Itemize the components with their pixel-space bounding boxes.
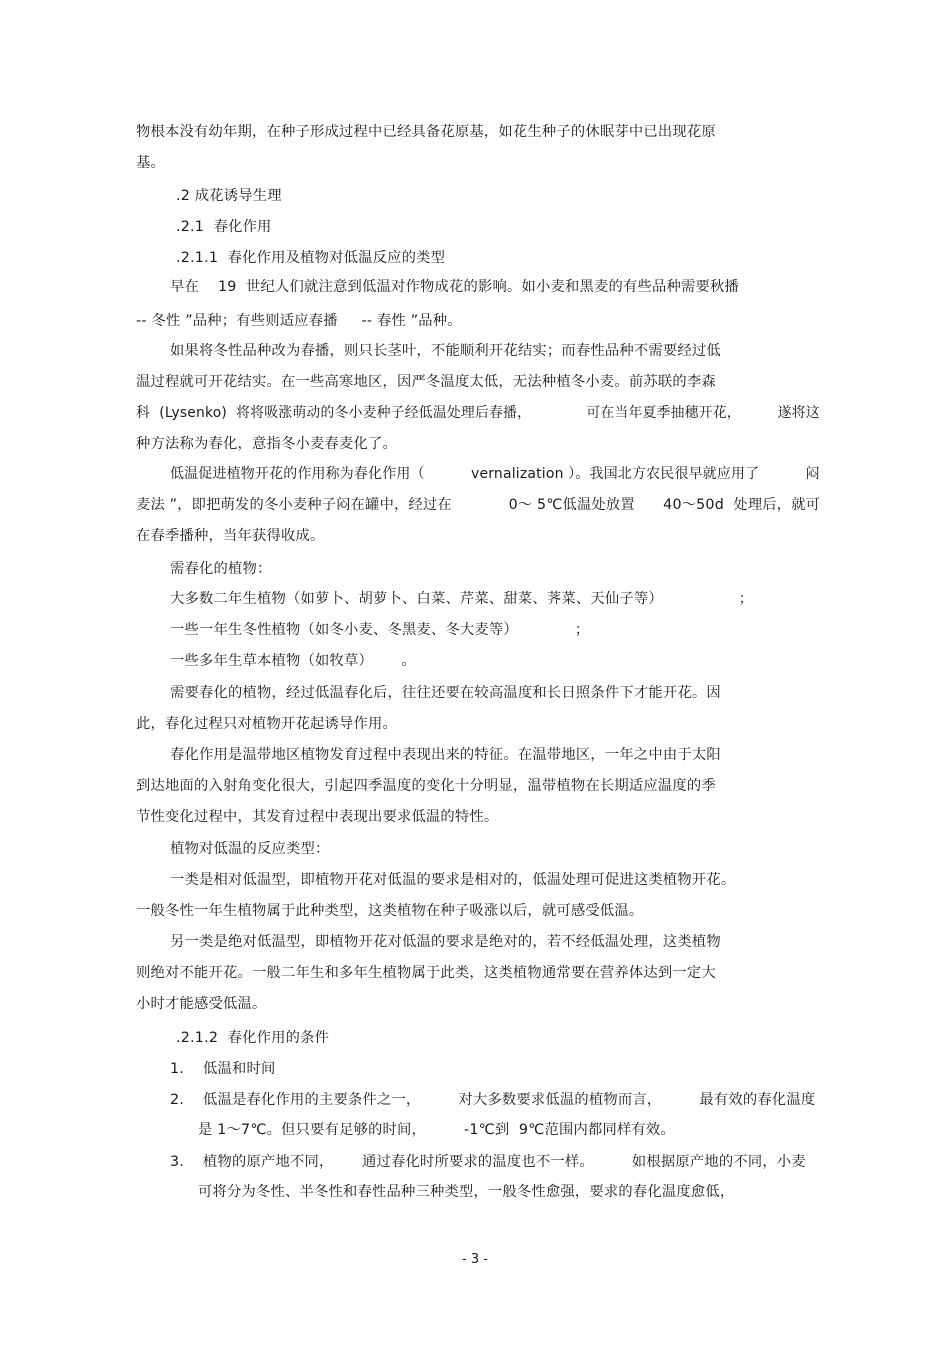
paragraph-line: 到达地面的入射角变化很大，引起四季温度的变化十分明显，温带植物在长期适应温度的季: [136, 778, 716, 794]
section-heading: .2.1.2 春化作用的条件: [176, 1030, 330, 1046]
list-item: 大多数二年生植物（如萝卜、胡萝卜、白菜、芹菜、甜菜、荠菜、天仙子等） ；: [170, 591, 754, 607]
paragraph-line: 植物对低温的反应类型：: [170, 841, 330, 857]
paragraph-line: 另一类是绝对低温型，即植物开花对低温的要求是绝对的，若不经低温处理，这类植物: [170, 934, 721, 950]
list-item-continuation: 可将分为冬性、半冬性和春性品种三种类型，一般冬性愈强，要求的春化温度愈低，: [198, 1184, 735, 1200]
paragraph-line: -- 冬性 ”品种；有些则适应春播 -- 春性 ”品种。: [136, 313, 462, 329]
paragraph-line: 需要春化的植物，经过低温春化后，往往还要在较高温度和长日照条件下才能开花。因: [170, 685, 721, 701]
list-item: 1. 低温和时间: [170, 1061, 276, 1077]
paragraph-line: 则绝对不能开花。一般二年生和多年生植物属于此类，这类植物通常要在营养体达到一定大: [136, 965, 716, 981]
section-heading: .2.1.1 春化作用及植物对低温反应的类型: [176, 250, 446, 266]
paragraph-line: 一类是相对低温型，即植物开花对低温的要求是相对的，低温处理可促进这类植物开花。: [170, 872, 736, 888]
paragraph-line: 小时才能感受低温。: [136, 996, 267, 1012]
paragraph-line: 麦法 ”，即把萌发的冬小麦种子闷在罐中，经过在 0～ 5℃低温处放置 40～50d 处理后，就可: [136, 497, 821, 513]
paragraph-line: 此，春化过程只对植物开花起诱导作用。: [136, 716, 397, 732]
paragraph-line: 物根本没有幼年期，在种子形成过程中已经具备花原基，如花生种子的休眠芽中已出现花原: [136, 124, 716, 140]
paragraph-line: 种方法称为春化，意指冬小麦春麦化了。: [136, 436, 397, 452]
paragraph-line: 春化作用是温带地区植物发育过程中表现出来的特征。在温带地区，一年之中由于太阳: [170, 747, 721, 763]
paragraph-line: 低温促进植物开花的作用称为春化作用（ vernalization ）。我国北方农民很早就应用了 闷: [170, 466, 820, 482]
paragraph-line: 在春季播种，当年获得收成。: [136, 528, 325, 544]
paragraph-line: 温过程就可开花结实。在一些高寒地区，因严冬温度太低，无法种植冬小麦。前苏联的李森: [136, 374, 716, 390]
paragraph-line: 早在 19 世纪人们就注意到低温对作物成花的影响。如小麦和黑麦的有些品种需要秋播: [170, 279, 739, 295]
section-heading: .2 成花诱导生理: [176, 188, 282, 204]
paragraph-line: 科 (Lysenko) 将将吸涨萌动的冬小麦种子经低温处理后春播， 可在当年夏季抽穗开花， 遂将这: [136, 405, 820, 421]
page-number: - 3 -: [462, 1252, 488, 1267]
list-item: 一些一年生冬性植物（如冬小麦、冬黑麦、冬大麦等） ；: [170, 622, 590, 638]
list-item-continuation: 是 1～7℃。但只要有足够的时间， -1℃到 9℃范围内都同样有效。: [198, 1122, 675, 1138]
list-item: 2. 低温是春化作用的主要条件之一， 对大多数要求低温的植物而言， 最有效的春化温度: [170, 1092, 816, 1108]
list-item: 一些多年生草本植物（如牧草） 。: [170, 653, 416, 669]
section-heading: .2.1 春化作用: [176, 219, 272, 235]
list-item: 3. 植物的原产地不同， 通过春化时所要求的温度也不一样。 如根据原产地的不同，小麦: [170, 1154, 806, 1170]
paragraph-line: 一般冬性一年生植物属于此种类型，这类植物在种子吸涨以后，就可感受低温。: [136, 903, 644, 919]
paragraph-line: 基。: [136, 155, 165, 171]
paragraph-line: 如果将冬性品种改为春播，则只长茎叶，不能顺利开花结实；而春性品种不需要经过低: [170, 343, 721, 359]
paragraph-line: 节性变化过程中，其发育过程中表现出要求低温的特性。: [136, 809, 499, 825]
paragraph-line: 需春化的植物：: [170, 561, 272, 577]
